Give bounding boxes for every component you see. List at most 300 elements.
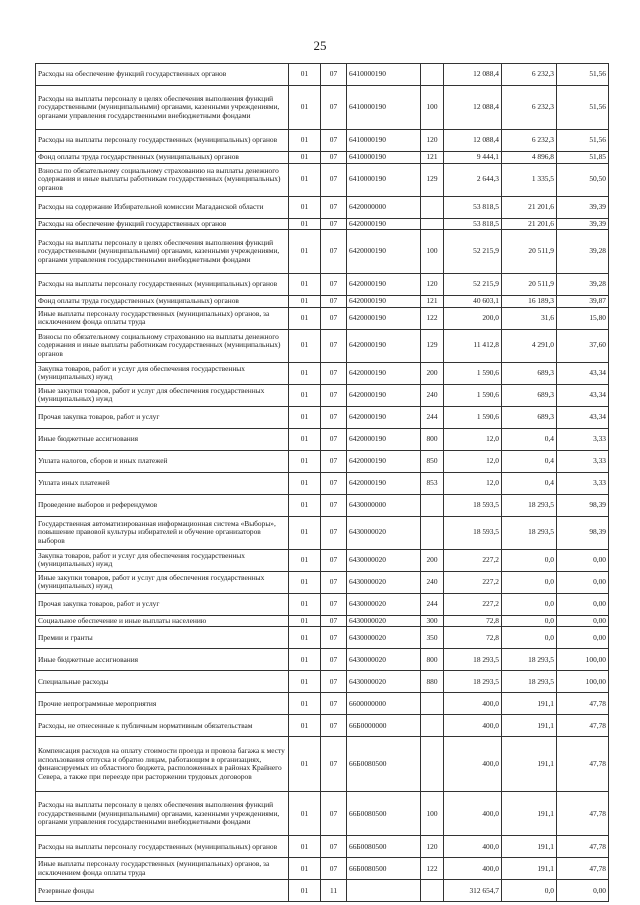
cell-executed-amount: 0,0 (502, 615, 557, 627)
cell-executed-amount: 4 291,0 (502, 329, 557, 362)
cell-percent: 51,85 (557, 152, 609, 164)
cell-plan-amount: 72,8 (444, 627, 502, 649)
cell-percent: 98,39 (557, 516, 609, 549)
cell-percent: 98,39 (557, 494, 609, 516)
cell-subsection: 07 (321, 671, 347, 693)
cell-subsection: 07 (321, 649, 347, 671)
cell-expense-type: 120 (421, 274, 444, 296)
cell-executed-amount: 191,1 (502, 792, 557, 836)
cell-name: Проведение выборов и референдумов (36, 494, 289, 516)
cell-name: Расходы на обеспечение функций государственных органов (36, 218, 289, 230)
cell-percent: 0,00 (557, 571, 609, 593)
cell-subsection: 07 (321, 362, 347, 384)
cell-expense-type: 200 (421, 549, 444, 571)
cell-plan-amount: 18 293,5 (444, 649, 502, 671)
cell-expense-type (421, 516, 444, 549)
cell-plan-amount: 72,8 (444, 615, 502, 627)
cell-section: 01 (289, 130, 321, 152)
cell-target-article: 6430000020 (347, 627, 421, 649)
cell-executed-amount: 0,0 (502, 571, 557, 593)
cell-plan-amount: 12 088,4 (444, 64, 502, 86)
table-row (36, 130, 609, 152)
cell-target-article: 6430000020 (347, 615, 421, 627)
cell-name: Расходы на выплаты персоналу в целях обеспечения выполнения функций государственными (муниципальными) органами, казенными учреждениями, органами управления государственными внебюджетными фондами (36, 230, 289, 274)
cell-target-article: 6420000190 (347, 329, 421, 362)
cell-target-article: 6420000190 (347, 472, 421, 494)
cell-subsection: 07 (321, 549, 347, 571)
cell-section: 01 (289, 472, 321, 494)
cell-target-article: 6420000190 (347, 296, 421, 308)
cell-executed-amount: 21 201,6 (502, 196, 557, 218)
cell-plan-amount: 400,0 (444, 858, 502, 880)
cell-target-article: 6430000020 (347, 516, 421, 549)
table-body (36, 64, 609, 902)
cell-subsection: 07 (321, 627, 347, 649)
cell-name: Резервные фонды (36, 880, 289, 902)
cell-name: Взносы по обязательному социальному страхованию на выплаты денежного содержания и иные выплаты работникам государственных (муниципальных) органов (36, 163, 289, 196)
cell-expense-type: 122 (421, 858, 444, 880)
cell-target-article: 6420000190 (347, 307, 421, 329)
cell-section: 01 (289, 163, 321, 196)
cell-plan-amount: 18 293,5 (444, 671, 502, 693)
cell-percent: 100,00 (557, 671, 609, 693)
cell-executed-amount: 16 189,3 (502, 296, 557, 308)
cell-executed-amount: 20 511,9 (502, 230, 557, 274)
cell-name: Расходы на выплаты персоналу государственных (муниципальных) органов (36, 274, 289, 296)
cell-section: 01 (289, 516, 321, 549)
cell-name: Расходы на выплаты персоналу государственных (муниципальных) органов (36, 836, 289, 858)
cell-plan-amount: 1 590,6 (444, 362, 502, 384)
cell-subsection: 07 (321, 858, 347, 880)
cell-section: 01 (289, 428, 321, 450)
cell-subsection: 07 (321, 329, 347, 362)
table-row (36, 549, 609, 571)
cell-plan-amount: 12,0 (444, 428, 502, 450)
cell-plan-amount: 227,2 (444, 593, 502, 615)
table-row (36, 384, 609, 406)
cell-executed-amount: 6 232,3 (502, 130, 557, 152)
cell-subsection: 07 (321, 274, 347, 296)
cell-section: 01 (289, 218, 321, 230)
cell-section: 01 (289, 792, 321, 836)
cell-target-article: 6420000190 (347, 384, 421, 406)
cell-plan-amount: 12 088,4 (444, 130, 502, 152)
cell-section: 01 (289, 296, 321, 308)
cell-target-article: 66Б0080500 (347, 792, 421, 836)
table-row (36, 880, 609, 902)
cell-percent: 51,56 (557, 64, 609, 86)
cell-plan-amount: 18 593,5 (444, 516, 502, 549)
cell-plan-amount: 53 818,5 (444, 218, 502, 230)
cell-name: Расходы на выплаты персоналу в целях обеспечения выполнения функций государственными (муниципальными) органами, казенными учреждениями, органами управления государственными внебюджетными фондами (36, 86, 289, 130)
cell-name: Прочая закупка товаров, работ и услуг (36, 406, 289, 428)
cell-executed-amount: 18 293,5 (502, 516, 557, 549)
cell-subsection: 07 (321, 693, 347, 715)
cell-expense-type: 120 (421, 130, 444, 152)
cell-subsection: 07 (321, 737, 347, 792)
cell-subsection: 07 (321, 64, 347, 86)
table-row (36, 836, 609, 858)
cell-section: 01 (289, 858, 321, 880)
cell-name: Социальное обеспечение и иные выплаты населению (36, 615, 289, 627)
cell-subsection: 07 (321, 715, 347, 737)
table-row (36, 715, 609, 737)
cell-name: Специальные расходы (36, 671, 289, 693)
cell-executed-amount: 689,3 (502, 406, 557, 428)
cell-section: 01 (289, 494, 321, 516)
cell-percent: 0,00 (557, 593, 609, 615)
cell-name: Иные выплаты персоналу государственных (муниципальных) органов, за исключением фонда оплаты труда (36, 858, 289, 880)
cell-expense-type: 121 (421, 296, 444, 308)
page-number: 25 (313, 38, 327, 53)
cell-section: 01 (289, 64, 321, 86)
cell-percent: 47,78 (557, 792, 609, 836)
cell-executed-amount: 0,4 (502, 472, 557, 494)
table-row (36, 516, 609, 549)
cell-subsection: 07 (321, 792, 347, 836)
cell-expense-type: 129 (421, 163, 444, 196)
cell-percent: 47,78 (557, 836, 609, 858)
cell-percent: 43,34 (557, 384, 609, 406)
cell-name: Фонд оплаты труда государственных (муниципальных) органов (36, 152, 289, 164)
cell-name: Иные бюджетные ассигнования (36, 649, 289, 671)
cell-target-article: 6430000000 (347, 494, 421, 516)
cell-executed-amount: 1 335,5 (502, 163, 557, 196)
cell-name: Расходы на содержание Избирательной комиссии Магаданской области (36, 196, 289, 218)
cell-name: Уплата иных платежей (36, 472, 289, 494)
cell-name: Закупка товаров, работ и услуг для обеспечения государственных (муниципальных) нужд (36, 549, 289, 571)
table-row (36, 450, 609, 472)
cell-percent: 3,33 (557, 472, 609, 494)
cell-percent: 3,33 (557, 450, 609, 472)
table-row (36, 163, 609, 196)
cell-plan-amount: 9 444,1 (444, 152, 502, 164)
cell-executed-amount: 0,4 (502, 428, 557, 450)
cell-expense-type: 100 (421, 792, 444, 836)
cell-expense-type: 121 (421, 152, 444, 164)
cell-percent: 100,00 (557, 649, 609, 671)
cell-expense-type (421, 737, 444, 792)
cell-name: Государственная автоматизированная информационная система «Выборы», повышение правовой культуры избирателей и обучение организаторов выборов (36, 516, 289, 549)
cell-target-article: 6430000020 (347, 549, 421, 571)
cell-section: 01 (289, 230, 321, 274)
table-row (36, 649, 609, 671)
cell-percent: 47,78 (557, 715, 609, 737)
cell-target-article: 6420000190 (347, 230, 421, 274)
cell-expense-type (421, 196, 444, 218)
cell-subsection: 07 (321, 428, 347, 450)
cell-executed-amount: 20 511,9 (502, 274, 557, 296)
cell-plan-amount: 227,2 (444, 549, 502, 571)
cell-executed-amount: 0,0 (502, 880, 557, 902)
table-row (36, 571, 609, 593)
cell-name: Иные закупки товаров, работ и услуг для обеспечения государственных (муниципальных) нужд (36, 384, 289, 406)
table-row (36, 472, 609, 494)
cell-plan-amount: 312 654,7 (444, 880, 502, 902)
cell-section: 01 (289, 384, 321, 406)
table-row (36, 230, 609, 274)
cell-plan-amount: 12 088,4 (444, 86, 502, 130)
cell-subsection: 07 (321, 163, 347, 196)
cell-section: 01 (289, 571, 321, 593)
cell-name: Закупка товаров, работ и услуг для обеспечения государственных (муниципальных) нужд (36, 362, 289, 384)
cell-executed-amount: 18 293,5 (502, 671, 557, 693)
cell-plan-amount: 53 818,5 (444, 196, 502, 218)
table-row (36, 627, 609, 649)
cell-executed-amount: 191,1 (502, 737, 557, 792)
cell-subsection: 07 (321, 86, 347, 130)
cell-percent: 47,78 (557, 737, 609, 792)
cell-executed-amount: 191,1 (502, 858, 557, 880)
cell-section: 01 (289, 737, 321, 792)
cell-section: 01 (289, 593, 321, 615)
table-row (36, 737, 609, 792)
cell-plan-amount: 400,0 (444, 715, 502, 737)
cell-expense-type: 800 (421, 649, 444, 671)
cell-target-article: 6430000020 (347, 593, 421, 615)
cell-plan-amount: 12,0 (444, 472, 502, 494)
cell-percent: 47,78 (557, 858, 609, 880)
cell-expense-type: 800 (421, 428, 444, 450)
cell-plan-amount: 200,0 (444, 307, 502, 329)
cell-expense-type: 122 (421, 307, 444, 329)
cell-name: Прочая закупка товаров, работ и услуг (36, 593, 289, 615)
cell-expense-type: 129 (421, 329, 444, 362)
cell-percent: 51,56 (557, 130, 609, 152)
table-row (36, 671, 609, 693)
cell-target-article: 6420000190 (347, 428, 421, 450)
cell-executed-amount: 0,0 (502, 627, 557, 649)
cell-plan-amount: 400,0 (444, 737, 502, 792)
cell-target-article: 6410000190 (347, 130, 421, 152)
cell-section: 01 (289, 671, 321, 693)
cell-percent: 0,00 (557, 615, 609, 627)
cell-section: 01 (289, 307, 321, 329)
cell-expense-type (421, 880, 444, 902)
cell-expense-type: 850 (421, 450, 444, 472)
cell-executed-amount: 689,3 (502, 362, 557, 384)
cell-section: 01 (289, 152, 321, 164)
cell-plan-amount: 400,0 (444, 836, 502, 858)
cell-expense-type: 300 (421, 615, 444, 627)
cell-name: Премии и гранты (36, 627, 289, 649)
cell-percent: 39,39 (557, 196, 609, 218)
cell-section: 01 (289, 615, 321, 627)
cell-section: 01 (289, 836, 321, 858)
table-row (36, 615, 609, 627)
table-row (36, 362, 609, 384)
cell-section: 01 (289, 196, 321, 218)
cell-name: Расходы на выплаты персоналу государственных (муниципальных) органов (36, 130, 289, 152)
cell-section: 01 (289, 329, 321, 362)
cell-expense-type: 100 (421, 86, 444, 130)
cell-subsection: 07 (321, 516, 347, 549)
cell-plan-amount: 18 593,5 (444, 494, 502, 516)
cell-section: 01 (289, 274, 321, 296)
cell-plan-amount: 12,0 (444, 450, 502, 472)
table-row (36, 693, 609, 715)
cell-subsection: 07 (321, 307, 347, 329)
cell-percent: 43,34 (557, 406, 609, 428)
cell-executed-amount: 6 232,3 (502, 64, 557, 86)
cell-subsection: 07 (321, 296, 347, 308)
cell-subsection: 07 (321, 494, 347, 516)
cell-name: Расходы на выплаты персоналу в целях обеспечения выполнения функций государственными (муниципальными) органами, казенными учреждениями, органами управления государственными внебюджетными фондами (36, 792, 289, 836)
cell-percent: 47,78 (557, 693, 609, 715)
table-row (36, 274, 609, 296)
cell-expense-type: 244 (421, 593, 444, 615)
table-row (36, 196, 609, 218)
cell-percent: 15,80 (557, 307, 609, 329)
table-row (36, 296, 609, 308)
cell-name: Взносы по обязательному социальному страхованию на выплаты денежного содержания и иные выплаты работникам государственных (муниципальных) органов (36, 329, 289, 362)
cell-target-article: 66Б0080500 (347, 858, 421, 880)
cell-section: 01 (289, 406, 321, 428)
cell-executed-amount: 689,3 (502, 384, 557, 406)
cell-executed-amount: 6 232,3 (502, 86, 557, 130)
cell-name: Расходы на обеспечение функций государственных органов (36, 64, 289, 86)
cell-percent: 3,33 (557, 428, 609, 450)
cell-name: Прочие непрограммные мероприятия (36, 693, 289, 715)
cell-expense-type (421, 494, 444, 516)
cell-expense-type: 240 (421, 571, 444, 593)
cell-name: Уплата налогов, сборов и иных платежей (36, 450, 289, 472)
cell-percent: 51,56 (557, 86, 609, 130)
table-row (36, 858, 609, 880)
cell-percent: 39,39 (557, 218, 609, 230)
cell-target-article: 6410000190 (347, 64, 421, 86)
cell-section: 01 (289, 715, 321, 737)
cell-target-article: 6430000020 (347, 671, 421, 693)
cell-section: 01 (289, 549, 321, 571)
cell-percent: 39,28 (557, 230, 609, 274)
cell-executed-amount: 0,0 (502, 593, 557, 615)
cell-expense-type: 200 (421, 362, 444, 384)
cell-executed-amount: 18 293,5 (502, 649, 557, 671)
cell-percent: 50,50 (557, 163, 609, 196)
cell-subsection: 07 (321, 836, 347, 858)
table-row (36, 406, 609, 428)
table-row (36, 428, 609, 450)
cell-subsection: 07 (321, 130, 347, 152)
cell-expense-type (421, 64, 444, 86)
cell-executed-amount: 31,6 (502, 307, 557, 329)
cell-target-article: 6420000190 (347, 406, 421, 428)
cell-target-article: 6410000190 (347, 152, 421, 164)
table-row (36, 218, 609, 230)
cell-plan-amount: 52 215,9 (444, 230, 502, 274)
cell-expense-type: 120 (421, 836, 444, 858)
cell-plan-amount: 2 644,3 (444, 163, 502, 196)
cell-expense-type: 244 (421, 406, 444, 428)
cell-section: 01 (289, 362, 321, 384)
cell-expense-type (421, 693, 444, 715)
cell-executed-amount: 0,0 (502, 549, 557, 571)
cell-subsection: 07 (321, 593, 347, 615)
cell-percent: 0,00 (557, 627, 609, 649)
cell-expense-type: 240 (421, 384, 444, 406)
cell-target-article (347, 880, 421, 902)
cell-subsection: 07 (321, 450, 347, 472)
cell-target-article: 6430000020 (347, 571, 421, 593)
cell-executed-amount: 4 896,8 (502, 152, 557, 164)
cell-subsection: 07 (321, 218, 347, 230)
cell-subsection: 07 (321, 571, 347, 593)
cell-plan-amount: 11 412,8 (444, 329, 502, 362)
cell-subsection: 07 (321, 615, 347, 627)
cell-percent: 39,87 (557, 296, 609, 308)
cell-section: 01 (289, 880, 321, 902)
cell-target-article: 66Б0080500 (347, 737, 421, 792)
cell-executed-amount: 191,1 (502, 836, 557, 858)
cell-name: Иные бюджетные ассигнования (36, 428, 289, 450)
cell-subsection: 11 (321, 880, 347, 902)
cell-executed-amount: 0,4 (502, 450, 557, 472)
cell-expense-type: 100 (421, 230, 444, 274)
cell-name: Компенсация расходов на оплату стоимости проезда и провоза багажа к месту использования отпуска и обратно лицам, работающим в организациях, финансируемых из областного бюджета, расположенных в районах Крайнего Севера, а также при переезде при расторжении трудовых договоров (36, 737, 289, 792)
table-row (36, 64, 609, 86)
cell-section: 01 (289, 693, 321, 715)
cell-percent: 0,00 (557, 549, 609, 571)
cell-section: 01 (289, 627, 321, 649)
cell-plan-amount: 40 603,1 (444, 296, 502, 308)
cell-subsection: 07 (321, 230, 347, 274)
table-row (36, 593, 609, 615)
cell-executed-amount: 191,1 (502, 715, 557, 737)
cell-plan-amount: 1 590,6 (444, 384, 502, 406)
cell-plan-amount: 400,0 (444, 693, 502, 715)
cell-expense-type: 350 (421, 627, 444, 649)
cell-target-article: 6420000000 (347, 196, 421, 218)
table-row (36, 494, 609, 516)
cell-plan-amount: 52 215,9 (444, 274, 502, 296)
table-row (36, 329, 609, 362)
cell-subsection: 07 (321, 196, 347, 218)
cell-name: Фонд оплаты труда государственных (муниципальных) органов (36, 296, 289, 308)
cell-target-article: 6600000000 (347, 693, 421, 715)
cell-subsection: 07 (321, 406, 347, 428)
cell-expense-type: 880 (421, 671, 444, 693)
cell-target-article: 6430000020 (347, 649, 421, 671)
cell-subsection: 07 (321, 472, 347, 494)
cell-expense-type (421, 218, 444, 230)
cell-plan-amount: 227,2 (444, 571, 502, 593)
cell-percent: 39,28 (557, 274, 609, 296)
cell-target-article: 6420000190 (347, 218, 421, 230)
cell-name: Иные выплаты персоналу государственных (муниципальных) органов, за исключением фонда оплаты труда (36, 307, 289, 329)
table-row (36, 307, 609, 329)
cell-target-article: 6420000190 (347, 274, 421, 296)
cell-expense-type (421, 715, 444, 737)
cell-plan-amount: 1 590,6 (444, 406, 502, 428)
cell-percent: 0,00 (557, 880, 609, 902)
cell-target-article: 6420000190 (347, 362, 421, 384)
cell-executed-amount: 18 293,5 (502, 494, 557, 516)
cell-name: Иные закупки товаров, работ и услуг для обеспечения государственных (муниципальных) нужд (36, 571, 289, 593)
table-row (36, 792, 609, 836)
cell-section: 01 (289, 649, 321, 671)
cell-plan-amount: 400,0 (444, 792, 502, 836)
table-row (36, 86, 609, 130)
cell-expense-type: 853 (421, 472, 444, 494)
cell-section: 01 (289, 450, 321, 472)
cell-target-article: 6420000190 (347, 450, 421, 472)
cell-percent: 37,60 (557, 329, 609, 362)
cell-target-article: 66Б0000000 (347, 715, 421, 737)
cell-target-article: 66Б0080500 (347, 836, 421, 858)
cell-executed-amount: 21 201,6 (502, 218, 557, 230)
cell-target-article: 6410000190 (347, 163, 421, 196)
